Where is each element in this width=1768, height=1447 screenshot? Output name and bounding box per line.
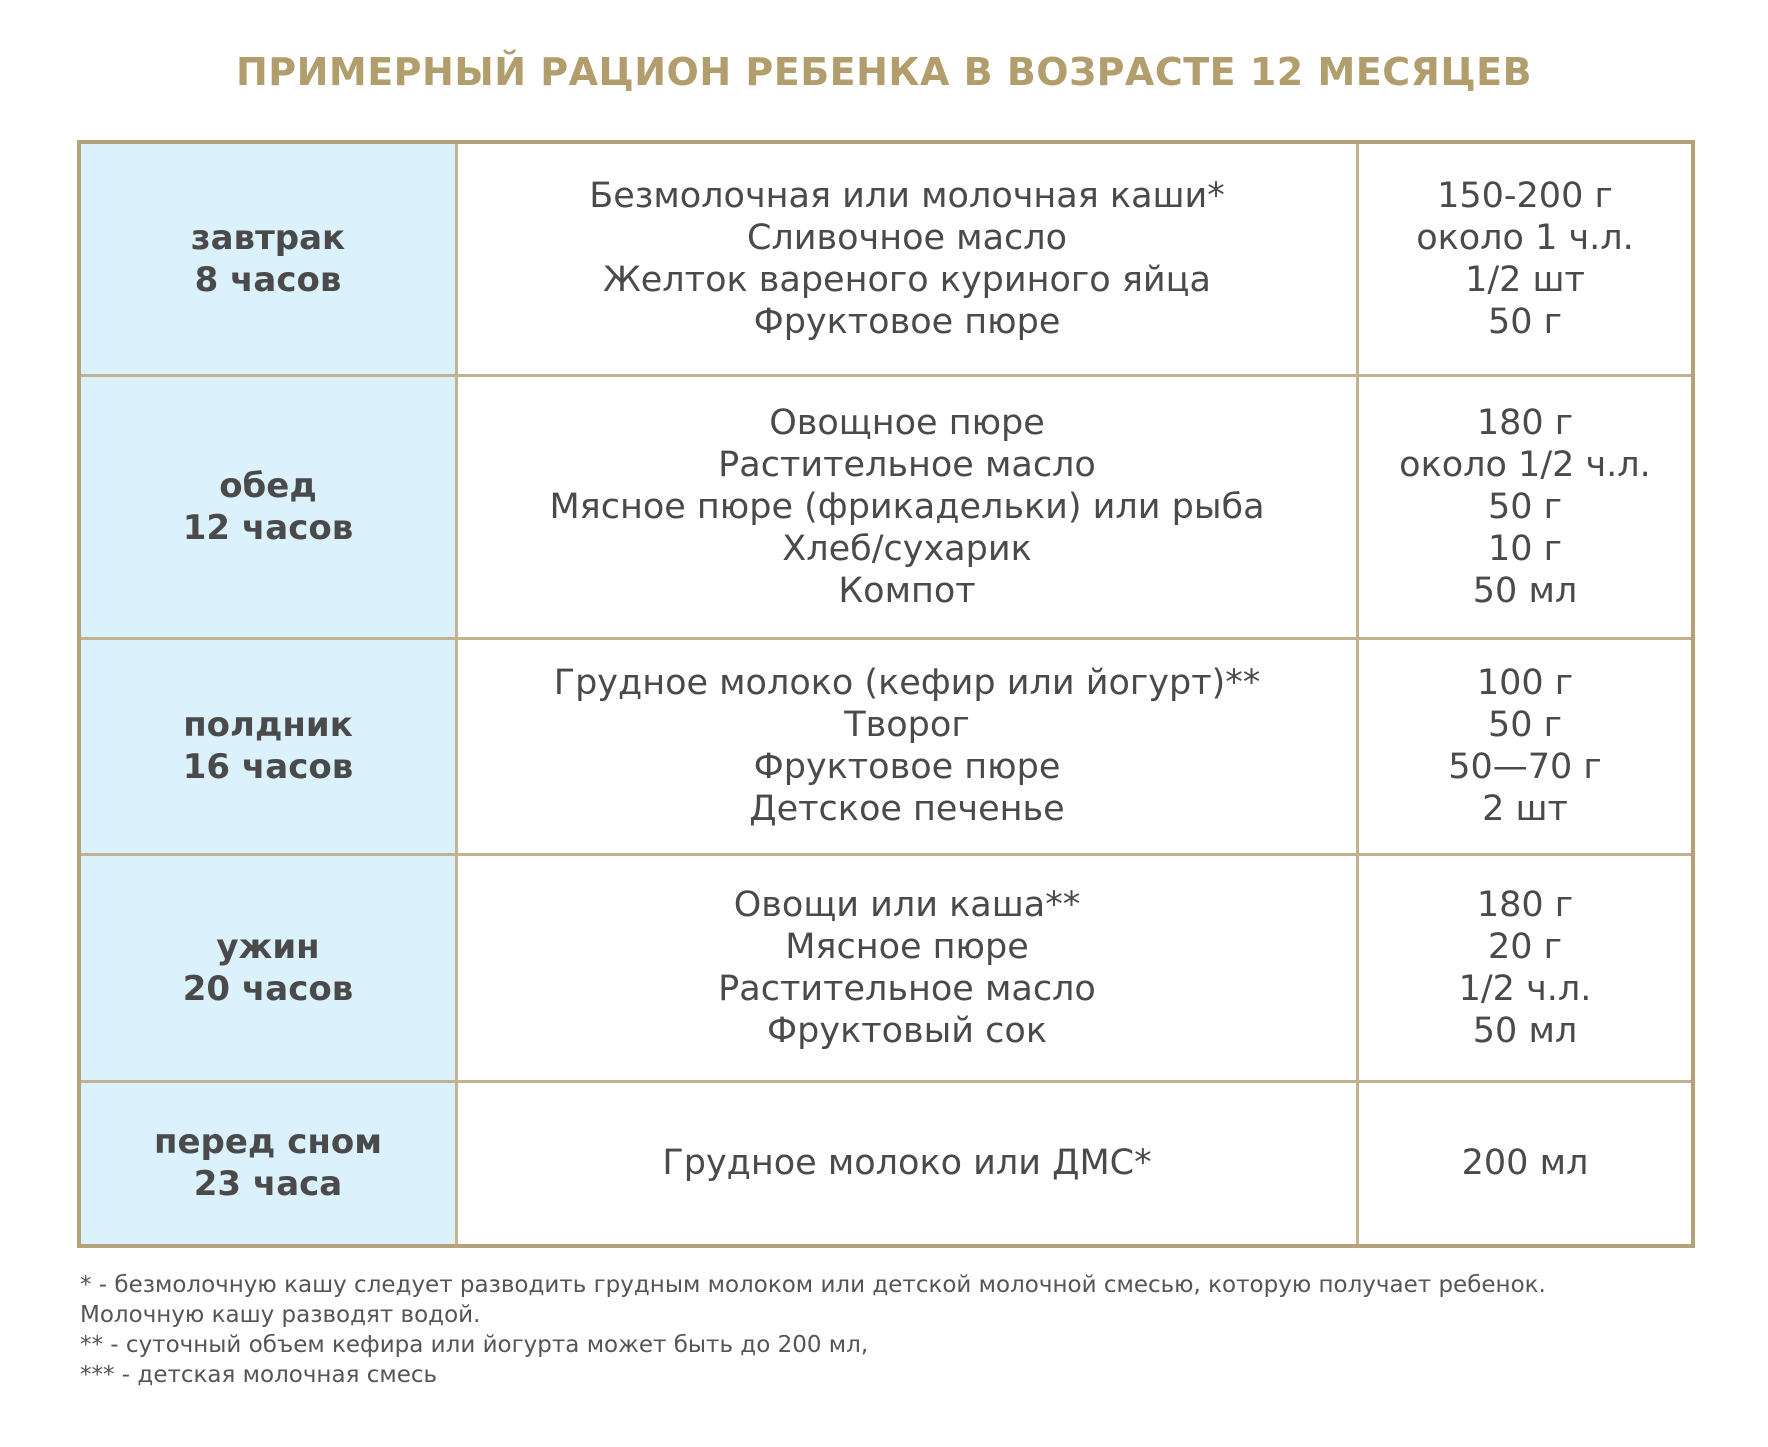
amounts-cell bbox=[1358, 638, 1694, 854]
amounts-cell bbox=[1358, 854, 1694, 1081]
food-item: Фруктовое пюре bbox=[753, 747, 1061, 787]
amount-item: 100 г bbox=[1476, 663, 1574, 703]
amount-item: 50 мл bbox=[1472, 1010, 1578, 1051]
meal-time: 20 часов bbox=[182, 968, 354, 1009]
meal-cell bbox=[79, 638, 457, 854]
amount-item: около 1/2 ч.л. bbox=[1399, 444, 1651, 485]
meal-time: 16 часов bbox=[182, 747, 354, 787]
amount-item: 150-200 г bbox=[1437, 175, 1613, 216]
footnote: * - безмолочную кашу следует разводить грудным молоком или детской молочной смесью, которую получает ребенок. bbox=[80, 1272, 1546, 1298]
food-item: Растительное масло bbox=[718, 444, 1096, 485]
amount-item: 50 г bbox=[1487, 486, 1563, 527]
amount-item: 1/2 ч.л. bbox=[1458, 968, 1592, 1009]
amount-item: 180 г bbox=[1476, 884, 1574, 925]
food-item: Мясное пюре bbox=[785, 926, 1029, 967]
table-row bbox=[79, 854, 1693, 1081]
foods-cell bbox=[457, 1081, 1358, 1246]
meal-name: обед bbox=[219, 465, 317, 506]
foods-cell bbox=[457, 638, 1358, 854]
footnote: Молочную кашу разводят водой. bbox=[80, 1302, 481, 1328]
meal-time: 8 часов bbox=[194, 259, 342, 300]
meal-name: перед сном bbox=[153, 1122, 383, 1163]
food-item: Компот bbox=[838, 570, 976, 611]
meal-name: завтрак bbox=[190, 217, 346, 258]
table-row bbox=[79, 1081, 1693, 1246]
food-item: Творог bbox=[844, 705, 970, 745]
food-item: Желток вареного куриного яйца bbox=[603, 259, 1211, 300]
meal-name: ужин bbox=[216, 926, 320, 967]
food-item: Грудное молоко (кефир или йогурт)** bbox=[553, 663, 1261, 703]
meal-time: 23 часа bbox=[193, 1164, 343, 1205]
food-item: Сливочное масло bbox=[746, 217, 1068, 258]
amount-item: 2 шт bbox=[1482, 789, 1568, 829]
amount-item: 10 г bbox=[1487, 528, 1563, 569]
footnote: ** - суточный объем кефира или йогурта может быть до 200 мл, bbox=[80, 1332, 869, 1358]
amount-item: около 1 ч.л. bbox=[1416, 217, 1634, 258]
meal-cell bbox=[79, 375, 457, 638]
footnotes bbox=[80, 1270, 1720, 1390]
foods-cell bbox=[457, 142, 1358, 375]
food-item: Хлеб/сухарик bbox=[782, 528, 1032, 569]
table-row bbox=[79, 638, 1693, 854]
food-item: Фруктовый сок bbox=[767, 1010, 1047, 1051]
amount-item: 180 г bbox=[1476, 402, 1574, 443]
diet-table bbox=[77, 140, 1695, 1248]
amounts-cell bbox=[1358, 142, 1694, 375]
amount-item: 50 мл bbox=[1472, 570, 1578, 611]
food-item: Овощное пюре bbox=[769, 402, 1045, 443]
food-item: Растительное масло bbox=[718, 968, 1096, 1009]
food-item: Мясное пюре (фрикадельки) или рыба bbox=[549, 486, 1265, 527]
amount-item: 50 г bbox=[1487, 301, 1563, 342]
page-title: ПРИМЕРНЫЙ РАЦИОН РЕБЕНКА В ВОЗРАСТЕ 12 МЕСЯЦЕВ bbox=[235, 50, 1533, 94]
meal-time: 12 часов bbox=[182, 507, 354, 548]
food-item: Овощи или каша** bbox=[733, 884, 1081, 925]
food-item: Детское печенье bbox=[749, 789, 1065, 829]
amount-item: 20 г bbox=[1487, 926, 1563, 967]
amount-item: 50—70 г bbox=[1448, 747, 1602, 787]
meal-cell bbox=[79, 1081, 457, 1246]
food-item: Безмолочная или молочная каши* bbox=[589, 175, 1225, 216]
table-row bbox=[79, 142, 1693, 375]
amounts-cell bbox=[1358, 375, 1694, 638]
footnote: *** - детская молочная смесь bbox=[80, 1362, 438, 1388]
foods-cell bbox=[457, 854, 1358, 1081]
food-item: Грудное молоко или ДМС* bbox=[662, 1143, 1152, 1184]
meal-cell bbox=[79, 142, 457, 375]
table-row bbox=[79, 375, 1693, 638]
food-item: Фруктовое пюре bbox=[753, 301, 1061, 342]
foods-cell bbox=[457, 375, 1358, 638]
meal-cell bbox=[79, 854, 457, 1081]
amount-item: 200 мл bbox=[1461, 1143, 1589, 1184]
meal-name: полдник bbox=[183, 705, 353, 745]
amounts-cell bbox=[1358, 1081, 1694, 1246]
amount-item: 1/2 шт bbox=[1465, 259, 1585, 300]
amount-item: 50 г bbox=[1487, 705, 1563, 745]
